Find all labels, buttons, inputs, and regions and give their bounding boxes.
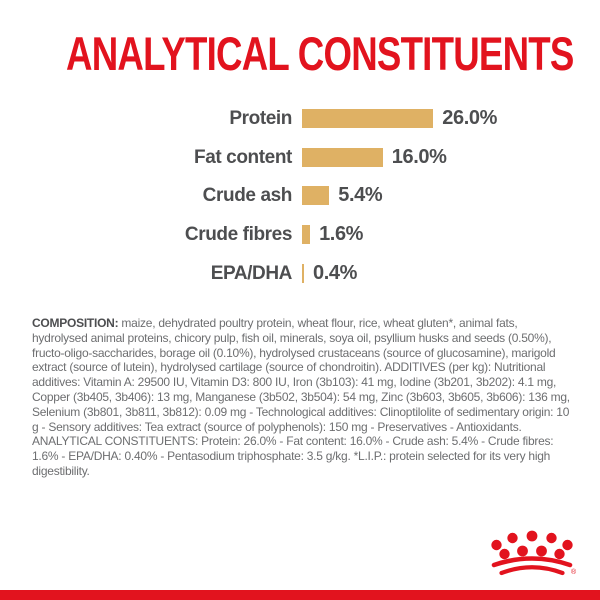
chart-bar bbox=[302, 225, 310, 244]
composition-text: maize, dehydrated poultry protein, wheat flour, rice, wheat gluten*, animal fats, hydrolysed animal proteins, chicory pulp, fish oil, minerals, soya oil, psyllium husks and seeds (0.50%), fructo-oligo-saccharides, borage oil (0.10%), hydrolysed crustaceans (source of glucosamine), marigold extract (source of lutein), hydrolysed cartilage (source of chondroitin). ADDITIVES (per kg): Nutritional additives: Vitamin A: 29500 IU, Vitamin D3: 800 IU, Iron (3b103): 41 mg, Iodine (3b201, 3b202): 4.1 mg, Copper (3b405, 3b406): 13 mg, Manganese (3b502, 3b504): 54 mg, Zinc (3b603, 3b605, 3b606): 136 mg, Selenium (3b801, 3b811, 3b812): 0.09 mg - Technological additives: Clinoptilolite of sedimentary origin: 10 g - Sensory additives: Tea extract (source of polyphenols): 150 mg - Preservatives - Antioxidants. ANALYTICAL CONSTITUENTS: Protein: 26.0% - Fat content: 16.0% - Crude ash: 5.4% - Crude fibres: 1.6% - EPA/DHA: 0.40% - Pentasodium triphosphate: 3.5 g/kg. *L.I.P.: protein selected for its very high digestibility. bbox=[32, 316, 570, 478]
chart-bar bbox=[302, 148, 383, 167]
composition-label: COMPOSITION: bbox=[32, 316, 119, 330]
chart-row bbox=[0, 225, 600, 244]
chart-row bbox=[0, 186, 600, 205]
chart-value-label: 5.4% bbox=[338, 184, 383, 207]
crown-dots bbox=[491, 531, 572, 560]
analytical-constituents-bar-chart bbox=[0, 109, 600, 302]
chart-bar bbox=[302, 264, 304, 283]
chart-value-label: 0.4% bbox=[313, 261, 358, 284]
crown-base-arcs bbox=[494, 559, 570, 574]
chart-value-label: 1.6% bbox=[319, 223, 364, 246]
royal-canin-crown-logo bbox=[491, 530, 579, 578]
chart-row bbox=[0, 145, 600, 168]
chart-row bbox=[0, 109, 600, 128]
composition-paragraph bbox=[32, 316, 573, 479]
chart-value-label: 16.0% bbox=[391, 145, 447, 168]
chart-value-label: 26.0% bbox=[442, 107, 498, 129]
chart-bar bbox=[302, 109, 433, 128]
chart-category-label: Fat content bbox=[194, 146, 292, 168]
chart-row bbox=[0, 261, 600, 284]
page-title: ANALYTICAL CONSTITUENTS bbox=[66, 27, 574, 80]
chart-bar bbox=[302, 186, 329, 205]
registered-trademark-symbol: ® bbox=[571, 569, 577, 576]
bottom-red-bar bbox=[0, 590, 600, 600]
chart-category-label: Crude ash bbox=[202, 185, 292, 207]
chart-category-label: EPA/DHA bbox=[210, 262, 292, 284]
chart-category-label: Protein bbox=[229, 108, 292, 129]
chart-category-label: Crude fibres bbox=[184, 224, 292, 246]
